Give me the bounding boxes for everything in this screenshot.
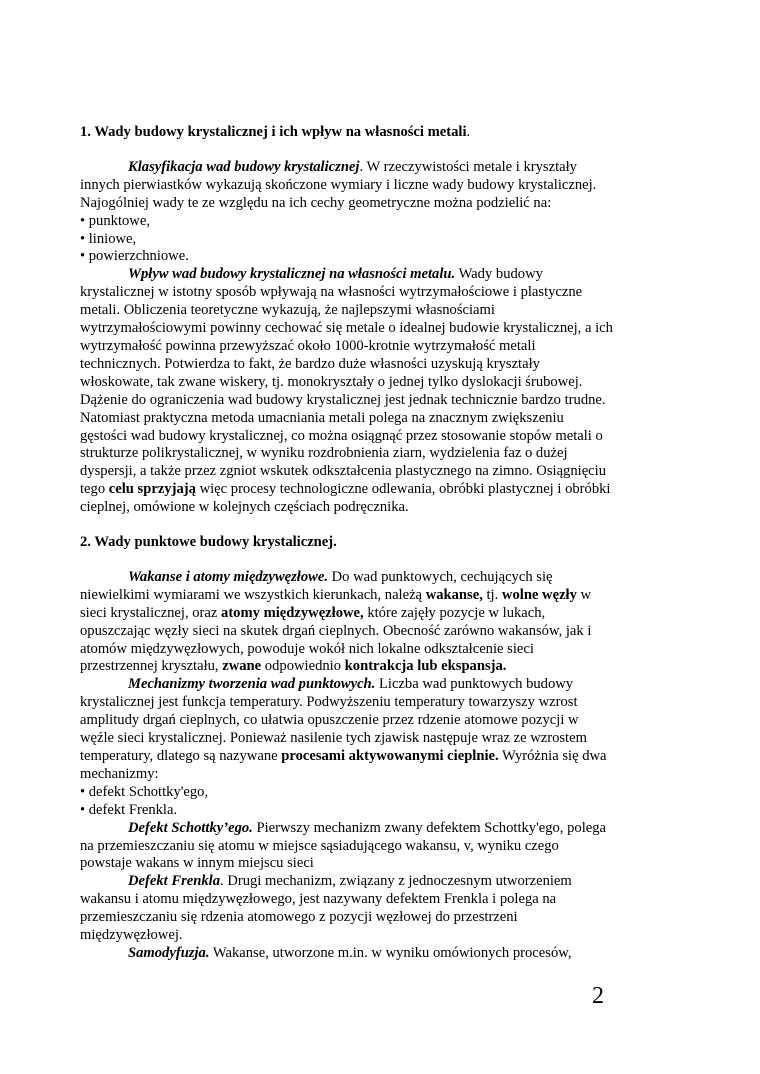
list-item: • defekt Schottky'ego, [80, 783, 209, 800]
list-item: • powierzchniowe. [80, 248, 189, 265]
paragraph-lead: Klasyfikacja wad budowy krystalicznej [128, 158, 360, 175]
section-2-heading: 2. Wady punktowe budowy krystalicznej. [80, 534, 337, 551]
list-item: • liniowe, [80, 230, 137, 247]
paragraph-schottky: Defekt Schottky’ego. Pierwszy mechanizm zwany defektem Schottky'ego, polega na przemieszczaniu się atomu w miejsce sąsiadującego wakansu, v, wyniku czego powstaje wakans w innym miejscu sieci [80, 819, 606, 872]
list-item: • defekt Frenkla. [80, 801, 178, 818]
paragraph-frenkel: Defekt Frenkla. Drugi mechanizm, związany z jednoczesnym utworzeniem wakansu i atomu międzywęzłowego, jest nazywany defektem Frenkla i polega na przemieszczaniu się rdzenia atomowego z pozycji węzłowej do przestrzeni międzywęzłowej. [80, 873, 572, 944]
paragraph-lead: Samodyfuzja. [128, 944, 210, 961]
paragraph-lead: Mechanizmy tworzenia wad punktowych. [128, 676, 376, 693]
paragraph-lead: Defekt Schottky’ego. [128, 819, 253, 836]
paragraph-lead: Wpływ wad budowy krystalicznej na własności metalu. [128, 266, 456, 283]
paragraph-lead: Wakanse i atomy międzywęzłowe. [128, 568, 328, 585]
defect-types-list [80, 213, 614, 267]
mechanisms-list [80, 784, 614, 820]
paragraph-self-diffusion: Samodyfuzja. Wakanse, utworzone m.in. w wyniku omówionych procesów, [128, 944, 572, 961]
paragraph-classification: Klasyfikacja wad budowy krystalicznej. W rzeczywistości metale i kryształy innych pierwiastków wykazują skończone wymiary i liczne wady budowy krystalicznej. Najogólniej wady te ze względu na ich cechy geometryczne można podzielić na: [80, 158, 597, 211]
paragraph-vacancies: Wakanse i atomy międzywęzłowe. Do wad punktowych, cechujących się niewielkimi wymiarami we wszystkich kierunkach, należą wakanse, tj. wolne węzły w sieci krystalicznej, oraz atomy międzywęzłowe, które zajęły pozycje w lukach, opuszczając węzły sieci na skutek drgań cieplnych. Obecność zarówno wakansów, jak i atomów międzywęzłowych, powoduje wokół nich lokalne odkształcenie sieci przestrzennej kryształu, zwane odpowiednio kontrakcja lub ekspansja. [80, 568, 592, 675]
list-item: • punktowe, [80, 212, 150, 229]
paragraph-influence: Wpływ wad budowy krystalicznej na własności metalu. Wady budowy krystalicznej w istotny sposób wpływają na własności wytrzymałościowe i plastyczne metali. Obliczenia teoretyczne wykazują, że najlepszymi własnościami wytrzymałościowymi powinny cechować się metale o idealnej budowie krystalicznej, a ich wytrzymałość powinna przewyższać około 1000-krotnie wytrzymałość metali technicznych. Potwierdza to fakt, że bardzo duże własności uzyskują kryształy włoskowate, tak zwane wiskery, tj. monokryształy o jednej tylko dyslokacji śrubowej. Dążenie do ograniczenia wad budowy krystalicznej jest jednak technicznie bardzo trudne. Natomiast praktyczna metoda umacniania metali polega na znacznym zwiększeniu gęstości wad budowy krystalicznej, co można osiągnąć przez stosowanie stopów metali o strukturze polikrystalicznej, w wyniku rozdrobnienia ziarn, wydzielenia faz o dużej dyspersji, a także przez zgniot wskutek odkształcenia plastycznego na zimno. Osiągnięciu tego celu sprzyjają więc procesy technologiczne odlewania, obróbki plastycznej i obróbki cieplnej, omówione w kolejnych częściach podręcznika. [80, 266, 613, 516]
page-number: 2 [592, 983, 604, 1009]
section-1-heading: 1. Wady budowy krystalicznej i ich wpływ na własności metali. [80, 124, 471, 140]
paragraph-mechanisms: Mechanizmy tworzenia wad punktowych. Liczba wad punktowych budowy krystalicznej jest funkcja temperatury. Podwyższeniu temperatury towarzyszy wzrost amplitudy drgań cieplnych, co ułatwia opuszczenie przez rdzenie atomowe pozycji w węźle sieci krystalicznej. Ponieważ nasilenie tych zjawisk następuje wraz ze wzrostem temperatury, dlatego są nazywane procesami aktywowanymi cieplnie. Wyróżnia się dwa mechanizmy: [80, 676, 607, 782]
paragraph-lead: Defekt Frenkla [128, 873, 221, 890]
page-content [80, 124, 614, 963]
